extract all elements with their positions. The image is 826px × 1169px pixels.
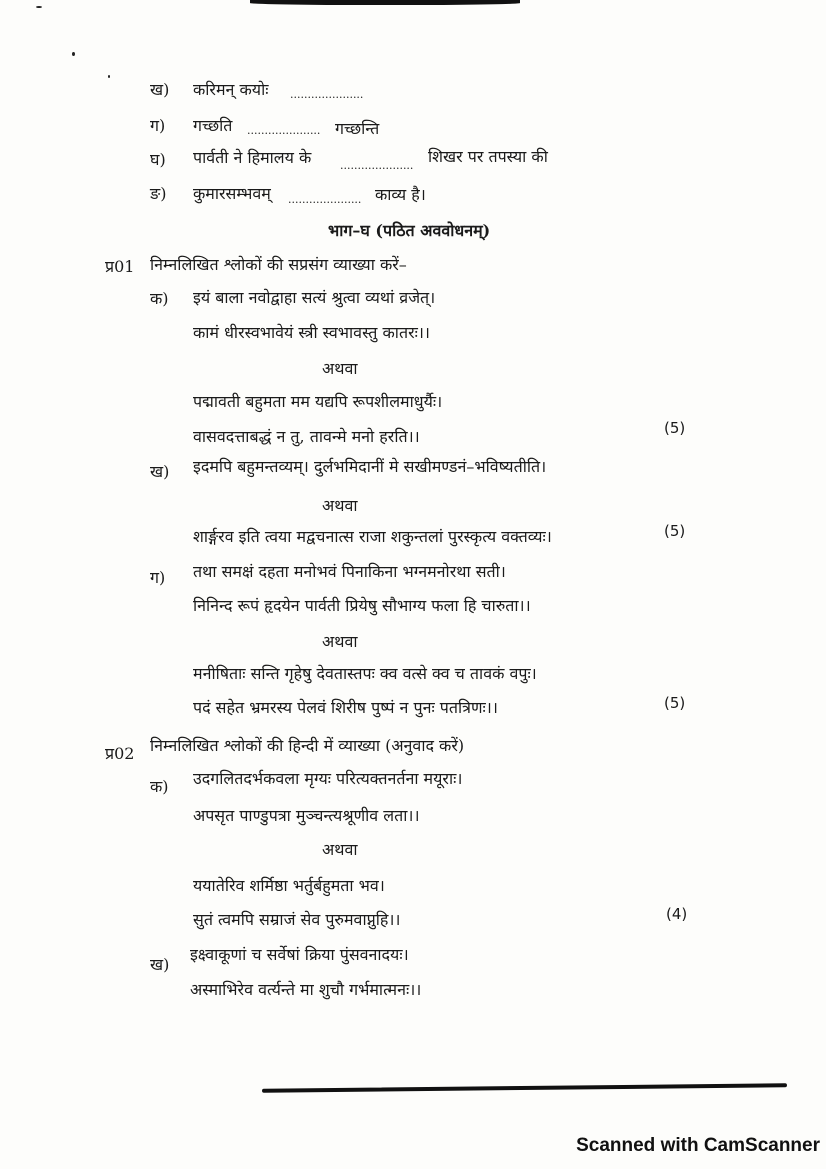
marks-badge: (4) — [666, 905, 688, 923]
item-label: घ) — [150, 150, 166, 169]
question-instruction: निम्नलिखित श्लोकों की सप्रसंग व्याख्या करें– — [150, 255, 407, 274]
top-scan-edge — [250, 0, 520, 5]
verse-line: निनिन्द रूपं हृदयेन पार्वती प्रियेषु सौभाग्य फला हि चारुता।। — [193, 596, 531, 615]
part-label: ख) — [150, 955, 170, 974]
verse-line: सुतं त्वमपि सम्राजं सेव पुरुमवाप्नुहि।। — [193, 910, 401, 929]
scan-speck — [108, 75, 110, 78]
blank-line: ..................... — [288, 193, 362, 206]
item-label: ख) — [150, 80, 170, 99]
marks-badge: (5) — [664, 419, 686, 437]
question-number: प्र02 — [105, 744, 135, 763]
part-label: ख) — [150, 462, 170, 481]
part-label: क) — [150, 289, 169, 308]
scan-speck — [36, 6, 42, 8]
question-number: प्र01 — [105, 257, 135, 276]
verse-line: अपसृत पाण्डुपत्रा मुञ्चन्त्यश्रूणीव लता।। — [193, 806, 420, 825]
part-label: ग) — [150, 568, 166, 587]
or-separator: अथवा — [322, 359, 358, 378]
or-separator: अथवा — [322, 632, 358, 651]
section-heading: भाग–घ (पठित अववोधनम्) — [328, 221, 491, 240]
verse-line: उदगलितदर्भकवला मृग्यः परित्यक्तनर्तना मयूराः। — [193, 769, 463, 788]
item-text-after: शिखर पर तपस्या की — [428, 147, 548, 166]
marks-badge: (5) — [664, 694, 686, 712]
bottom-scan-rule — [262, 1083, 787, 1092]
verse-line: ययातेरिव शर्मिष्ठा भर्तुर्बहुमता भव। — [193, 876, 385, 895]
or-separator: अथवा — [322, 840, 358, 859]
blank-line: ..................... — [247, 124, 321, 137]
item-text: कुमारसम्भवम् — [193, 184, 271, 203]
verse-line: मनीषिताः सन्ति गृहेषु देवतास्तपः क्व वत्से क्व च तावकं वपुः। — [193, 664, 537, 683]
blank-line: ..................... — [340, 159, 414, 172]
or-separator: अथवा — [322, 496, 358, 515]
item-label: ग) — [150, 116, 166, 135]
item-text: गच्छति — [193, 116, 233, 135]
verse-line: पद्मावती बहुमता मम यद्यपि रूपशीलमाधुर्यैः। — [193, 392, 443, 411]
verse-line: पदं सहेत भ्रमरस्य पेलवं शिरीष पुष्पं न पुनः पतत्रिणः।। — [193, 698, 498, 717]
verse-line: वासवदत्ताबद्धं न तु, तावन्मे मनो हरति।। — [193, 427, 420, 446]
verse-line: इयं बाला नवोद्वाहा सत्यं श्रुत्वा व्यथां व्रजेत्। — [193, 288, 436, 307]
question-instruction: निम्नलिखित श्लोकों की हिन्दी में व्याख्या (अनुवाद करें) — [150, 736, 465, 755]
scan-speck — [72, 52, 75, 56]
blank-line: ..................... — [290, 88, 364, 101]
marks-badge: (5) — [664, 522, 686, 540]
part-label: क) — [150, 777, 169, 796]
item-text: करिमन् कयोः — [193, 80, 269, 99]
verse-line: इदमपि बहुमन्तव्यम्। दुर्लभमिदानीं मे सखीमण्डनं–भविष्यतीति। — [193, 457, 547, 476]
item-text-after: गच्छन्ति — [335, 119, 380, 138]
verse-line: कामं धीरस्वभावेयं स्त्री स्वभावस्तु कातरः।। — [193, 323, 430, 342]
verse-line: तथा समक्षं दहता मनोभवं पिनाकिना भग्नमनोरथा सती। — [193, 562, 506, 581]
verse-line: शार्ङ्गरव इति त्वया मद्वचनात्स राजा शकुन्तलां पुरस्कृत्य वक्तव्यः। — [193, 527, 552, 546]
item-text-after: काव्य है। — [375, 185, 426, 204]
item-text: पार्वती ने हिमालय के — [193, 148, 312, 167]
camscanner-watermark: Scanned with CamScanner — [576, 1135, 820, 1156]
verse-line: इक्ष्वाकूणां च सर्वेषां क्रिया पुंसवनादयः। — [190, 945, 409, 964]
item-label: ङ) — [150, 184, 167, 203]
verse-line: अस्माभिरेव वर्त्यन्ते मा शुचौ गर्भमात्मनः।। — [190, 980, 422, 999]
